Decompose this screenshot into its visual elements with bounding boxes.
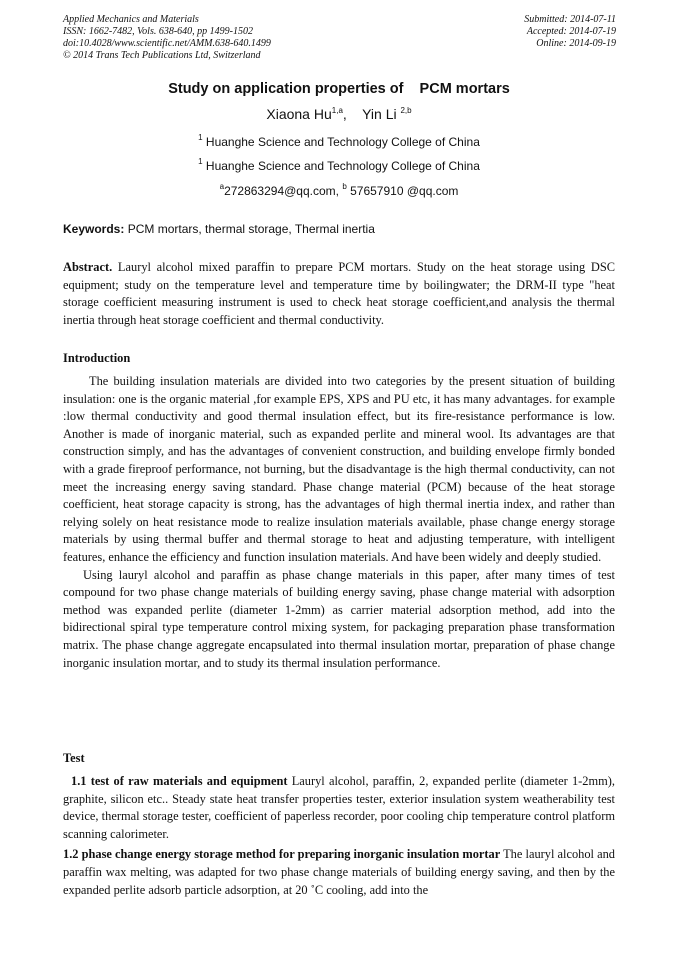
introduction-body xyxy=(63,373,615,672)
keywords xyxy=(63,222,615,237)
author-separator: , xyxy=(342,106,363,122)
journal-name: Applied Mechanics and Materials xyxy=(63,14,199,25)
keywords-label: Keywords: xyxy=(63,222,125,236)
paper-title: Study on application properties of PCM mortars xyxy=(168,81,510,97)
introduction-heading: Introduction xyxy=(63,351,131,365)
test-subsection-2-label: 1.2 phase change energy storage method for preparing inorganic insulation mortar xyxy=(63,847,501,862)
journal-header-left xyxy=(63,14,271,62)
test-heading: Test xyxy=(63,751,85,765)
test-body xyxy=(63,773,615,899)
submitted-date: Submitted: 2014-07-11 xyxy=(524,14,616,25)
author-2-sup: 2,b xyxy=(400,106,412,115)
journal-copyright: © 2014 Trans Tech Publications Ltd, Switzerland xyxy=(63,50,261,61)
author-2-name: Yin Li xyxy=(362,106,401,122)
author-1-name: Xiaona Hu xyxy=(266,106,332,122)
affiliation-1-sup: 1 xyxy=(198,133,203,142)
test-subsection-1-label: 1.1 test of raw materials and equipment xyxy=(71,774,288,788)
journal-issn: ISSN: 1662-7482, Vols. 638-640, pp 1499-1502 xyxy=(63,26,253,37)
affiliation-1-text: Huanghe Science and Technology College of China xyxy=(202,135,480,149)
online-date: Online: 2014-09-19 xyxy=(536,38,616,49)
affiliation-1 xyxy=(0,135,678,150)
test-subsection-2-text: The lauryl alcohol and paraffin wax melting, was adapted for two phase change materials of building energy saving, and then by the expanded perlite adsorb particle adsorption, at 20 ˚C cooling, add into the xyxy=(63,847,615,897)
author-line xyxy=(0,105,678,123)
email-b: 57657910 @qq.com xyxy=(346,184,459,198)
test-subsection-2 xyxy=(63,846,615,899)
author-1-sup: 1,a xyxy=(331,106,343,115)
abstract xyxy=(63,259,615,329)
affiliation-2-text: Huanghe Science and Technology College of China xyxy=(202,159,480,173)
email-a: 272863294@qq.com, xyxy=(224,184,343,198)
journal-doi: doi:10.4028/www.scientific.net/AMM.638-640.1499 xyxy=(63,38,271,49)
introduction-paragraph-2: Using lauryl alcohol and paraffin as phase change materials in this paper, after many times of test compound for two phase change materials of building energy saving, phase change material with adsorption method was expanded perlite (diameter 1-2mm) as carrier material adsorption method, add into the bidirectional spiral type temperature control mixing system, for packaging preparation phase transformation matrix. The phase change aggregate encapsulated into thermal insulation mortar, preparation of phase change inorganic insulation mortar, and to study its thermal insulation performance. xyxy=(63,567,615,670)
keywords-text: PCM mortars, thermal storage, Thermal inertia xyxy=(124,222,375,236)
affiliation-2-sup: 1 xyxy=(198,157,203,166)
introduction-paragraph-1: The building insulation materials are divided into two categories by the present situation of building insulation: one is the organic material ,for example EPS, XPS and PU etc, it has many advantages. for example :low thermal conductivity and good thermal insulation effect, but its fire-resistance performance is low. Another is made of inorganic material, such as expanded perlite and mineral wool. Its advantages are that construction simply, and has the advantages of convenient construction, and building envelope firmly bonded with a grade fireproof performance, not burning, but the disadvantage is the high thermal conductivity, can not meet the increasing energy saving standard. Phase change material (PCM) because of the heat storage coefficient, heat storage capacity is strong, has the advantages of high thermal inertia index, and rather than relying solely on heat resistance mode to realize insulation materials available, phase change energy storage materials by using thermal buffer and thermal storage to heat and adjusting temperature, with intelligent features, enhance the efficiency and function insulation materials. And have been widely and deeply studied. xyxy=(63,374,615,564)
email-b-sup: b xyxy=(342,182,347,191)
email-a-sup: a xyxy=(219,182,225,191)
test-subsection-1-text: Lauryl alcohol, paraffin, 2, expanded perlite (diameter 1-2mm), graphite, silicon etc.. Steady state heat transfer properties tester, exterior insulation system weatherability test device, thermal storage tester, coefficient of paperless recorder, poor cooling chip temperature control platform scanning calorimeter. xyxy=(63,774,615,841)
author-emails xyxy=(0,184,678,199)
journal-header-right xyxy=(524,14,616,50)
test-subsection-1 xyxy=(63,773,615,843)
abstract-text: Lauryl alcohol mixed paraffin to prepare PCM mortars. Study on the heat storage using DSC equipment; study on the temperature level and temperature time by boilingwater; the DRM-II type "heat storage coefficient measuring instrument is used to check heat storage coefficient,and analysis the thermal inertia through heat storage coefficient and thermal conductivity. xyxy=(63,260,615,327)
abstract-label: Abstract. xyxy=(63,260,113,274)
accepted-date: Accepted: 2014-07-19 xyxy=(526,26,616,37)
affiliation-2 xyxy=(0,159,678,174)
